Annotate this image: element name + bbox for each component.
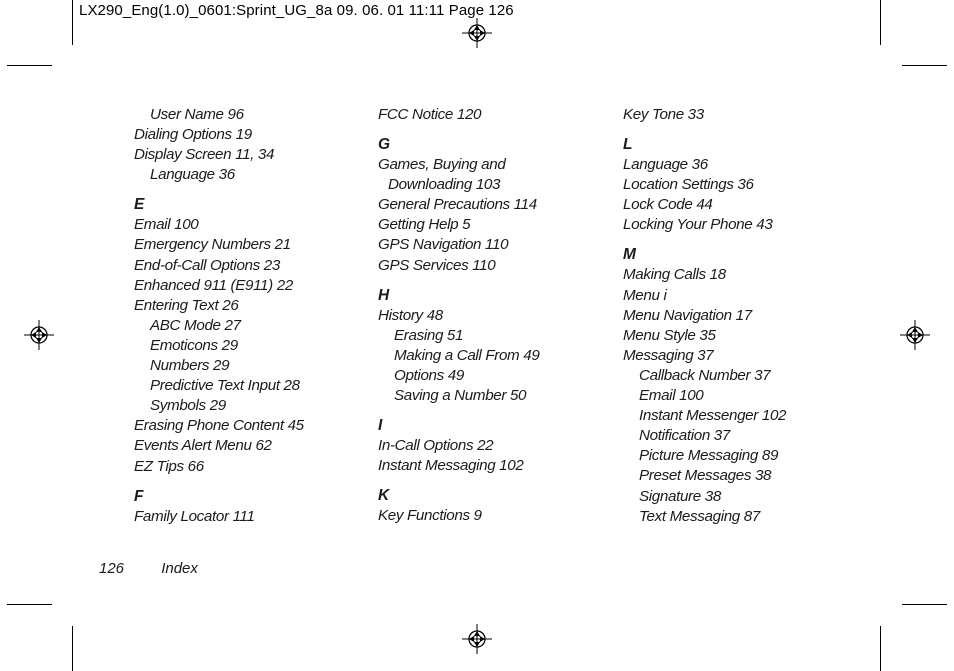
index-entry: Messaging 37 (623, 346, 714, 364)
index-subentry: Symbols 29 (150, 397, 226, 415)
index-entry: Menu Style 35 (623, 326, 716, 344)
page-number: 126 (99, 560, 125, 577)
index-entry: History 48 (378, 306, 443, 324)
index-subentry: Predictive Text Input 28 (150, 377, 300, 395)
index-subentry: Text Messaging 87 (639, 507, 760, 525)
index-subentry: Emoticons 29 (150, 336, 238, 354)
index-entry: Entering Text 26 (134, 296, 239, 314)
index-entry: GPS Navigation 110 (378, 236, 509, 254)
index-subentry: Picture Messaging 89 (639, 447, 779, 465)
index-subentry: ABC Mode 27 (150, 316, 241, 334)
index-entry: Key Tone 33 (623, 106, 704, 123)
page-footer (99, 560, 198, 577)
index-entry: Language 36 (623, 156, 708, 174)
index-subentry: Instant Messenger 102 (639, 407, 787, 425)
index-subentry: Saving a Number 50 (394, 387, 527, 405)
index-entry: Key Functions 9 (378, 507, 482, 525)
index-letter-heading: L (623, 136, 633, 154)
index-subentry: Notification 37 (639, 427, 730, 445)
index-entry: Location Settings 36 (623, 176, 754, 194)
index-letter-heading: H (378, 286, 390, 304)
index-entry: FCC Notice 120 (378, 106, 482, 123)
index-entry: End-of-Call Options 23 (134, 256, 280, 274)
index-entry: Erasing Phone Content 45 (134, 417, 304, 435)
index-letter-heading: I (378, 417, 383, 435)
index-entry: Instant Messaging 102 (378, 457, 524, 475)
index-entry: Display Screen 11, 34 (134, 146, 275, 164)
index-entry: In-Call Options 22 (378, 437, 494, 455)
registration-mark-icon (462, 18, 492, 48)
registration-mark-icon (24, 320, 54, 350)
crop-mark-top-right-horizontal (902, 65, 947, 66)
index-subentry: Making a Call From 49 (394, 346, 540, 364)
index-entry: Enhanced 911 (E911) 22 (134, 276, 293, 294)
index-entry: Locking Your Phone 43 (623, 216, 773, 234)
index-entry: Email 100 (134, 216, 199, 234)
crop-mark-bottom-left-horizontal (7, 604, 52, 605)
index-entry: Menu Navigation 17 (623, 306, 752, 324)
index-letter-heading: M (623, 246, 636, 264)
index-column-1 (134, 105, 374, 527)
index-letter-heading: F (134, 487, 144, 505)
index-entry: Family Locator 111 (134, 507, 255, 525)
index-entry: Dialing Options 19 (134, 126, 252, 144)
index-entry: Events Alert Menu 62 (134, 437, 272, 455)
index-letter-heading: E (134, 196, 145, 214)
index-letter-heading: K (378, 487, 390, 505)
index-subentry: Signature 38 (639, 487, 721, 505)
section-name: Index (161, 560, 198, 577)
index-entry: GPS Services 110 (378, 256, 496, 274)
crop-mark-top-left-vertical (72, 0, 73, 45)
registration-mark-icon (900, 320, 930, 350)
index-subentry: Callback Number 37 (639, 366, 771, 384)
index-entry: Downloading 103 (388, 176, 501, 194)
index-subentry: Numbers 29 (150, 357, 230, 375)
index-entry: Making Calls 18 (623, 266, 726, 284)
index-subentry: Erasing 51 (394, 326, 464, 344)
index-column-2 (378, 105, 618, 526)
index-entry: Menu i (623, 286, 667, 304)
crop-mark-top-right-vertical (880, 0, 881, 45)
index-subentry: Language 36 (150, 166, 235, 184)
index-entry: Getting Help 5 (378, 216, 471, 234)
registration-mark-icon (462, 624, 492, 654)
index-entry: Games, Buying and (378, 156, 506, 174)
index-entry: EZ Tips 66 (134, 457, 204, 475)
crop-mark-bottom-right-vertical (880, 626, 881, 671)
index-letter-heading: G (378, 136, 391, 154)
index-subentry: Options 49 (394, 366, 464, 384)
index-subentry: User Name 96 (150, 106, 244, 123)
index-subentry: Email 100 (639, 387, 704, 405)
crop-mark-bottom-right-horizontal (902, 604, 947, 605)
print-slug-line: LX290_Eng(1.0)_0601:Sprint_UG_8a 09. 06. 01 11:11 Page 126 (79, 2, 514, 19)
index-entry: Emergency Numbers 21 (134, 236, 291, 254)
crop-mark-bottom-left-vertical (72, 626, 73, 671)
crop-mark-top-left-horizontal (7, 65, 52, 66)
index-entry: Lock Code 44 (623, 196, 713, 214)
index-entry: General Precautions 114 (378, 196, 537, 214)
index-column-3 (623, 105, 863, 527)
index-subentry: Preset Messages 38 (639, 467, 772, 485)
